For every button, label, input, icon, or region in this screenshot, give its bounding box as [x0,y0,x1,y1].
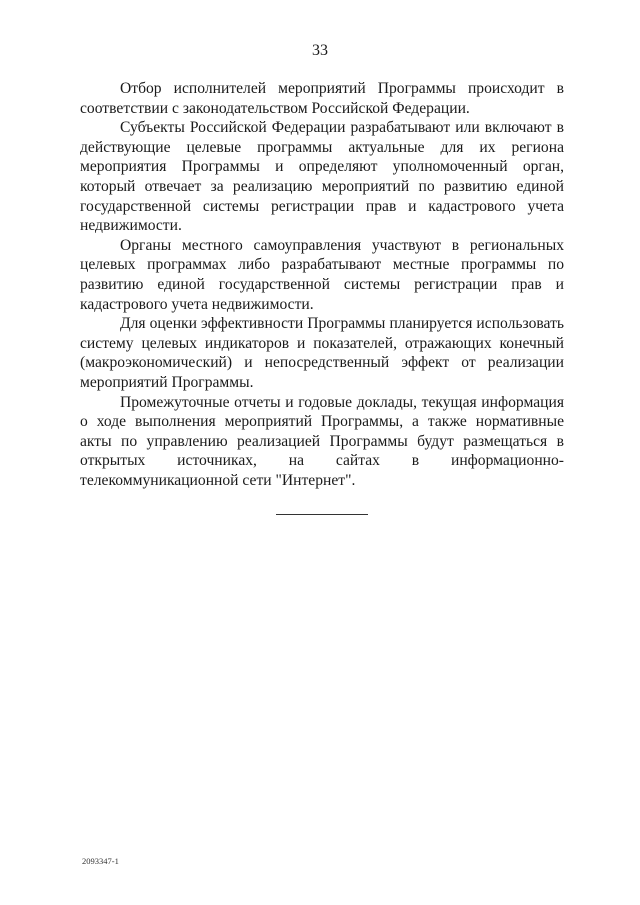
paragraph-contractor-selection: Отбор исполнителей мероприятий Программы происходит в соответствии с законодательством Российской Федерации. [80,80,564,117]
paragraph-local-government: Органы местного самоуправления участвуют в региональных целевых программах либо разрабатывают местные программы по развитию единой государственной системы регистрации прав и кадастрового учета недвижимости. [80,236,564,313]
paragraph-effectiveness-evaluation: Для оценки эффективности Программы планируется использовать систему целевых индикаторов и показателей, отражающих конечный (макроэкономический) и непосредственный эффект от реализации мероприятий Программы. [80,315,564,391]
end-of-text-separator [276,514,368,515]
page-number: 33 [312,42,328,59]
document-code: 2093347-1 [82,856,119,866]
paragraph-reports-publication: Промежуточные отчеты и годовые доклады, текущая информация о ходе выполнения мероприятий Программы, а также нормативные акты по управлению реализацией Программы будут размещаться в открытых источниках, на сайтах в информационно-телекоммуникационной сети "Интернет". [80,393,564,489]
document-body [80,79,564,490]
paragraph-federal-subjects: Субъекты Российской Федерации разрабатывают или включают в действующие целевые программы актуальные для их региона мероприятия Программы и определяют уполномоченный орган, который отвечает за реализацию мероприятий по развитию единой государственной системы регистрации прав и кадастрового учета недвижимости. [80,119,564,235]
